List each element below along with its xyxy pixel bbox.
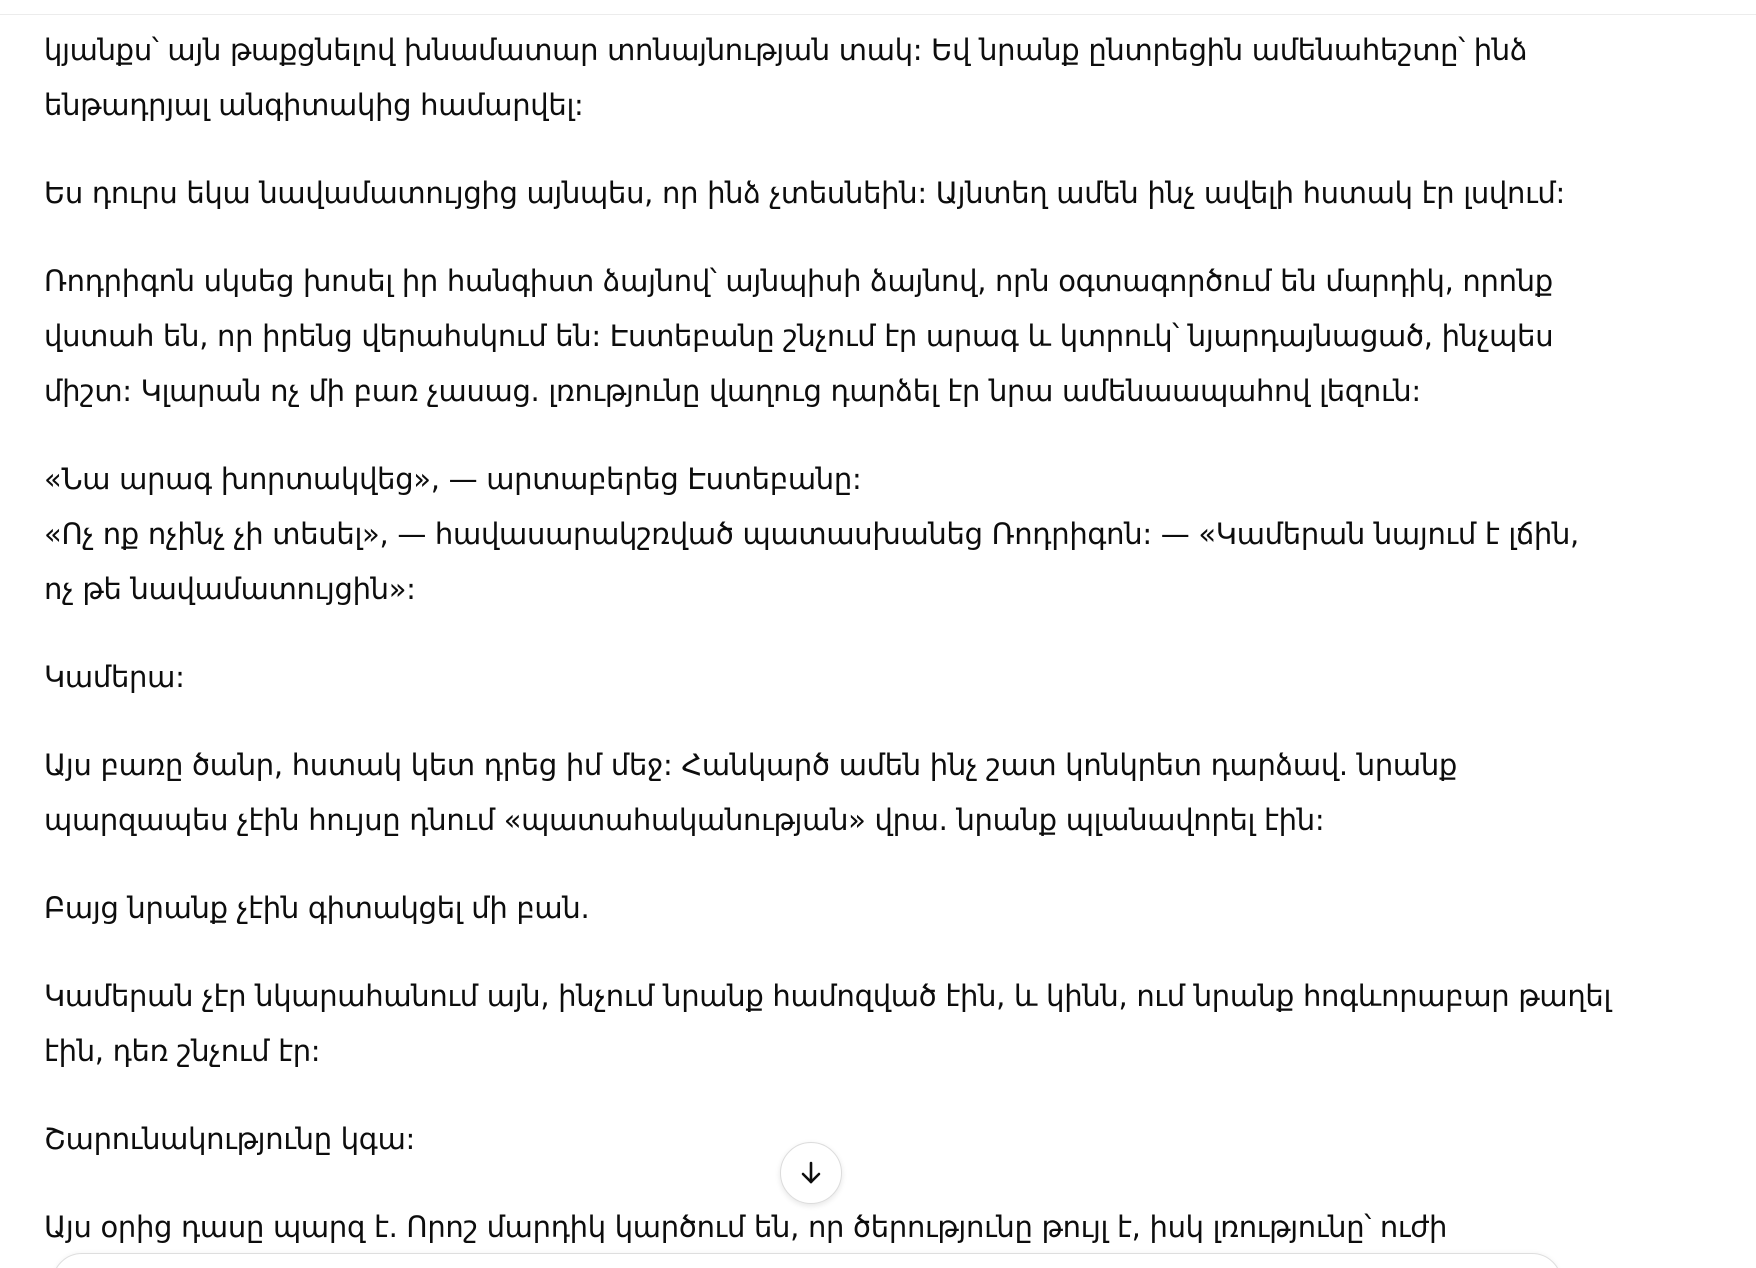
arrow-down-icon <box>796 1158 826 1188</box>
message-paragraph: կյանքս՝ այն թաքցնելով խնամատար տոնայնության տակ: Եվ նրանք ընտրեցին ամենահեշտը՝ ինձ ենթադրյալ անգիտակից համարվել: <box>44 33 1528 122</box>
assistant-message <box>44 23 1614 1268</box>
message-paragraph: Այս բառը ծանր, հստակ կետ դրեց իմ մեջ: Հանկարծ ամեն ինչ շատ կոնկրետ դարձավ. նրանք պարզապես չէին հույսը դնում «պատահականության» վրա. նրանք պլանավորել էին: <box>44 748 1458 837</box>
message-paragraph: Ռոդրիգոն սկսեց խոսել իր հանգիստ ձայնով՝ այնպիսի ձայնով, որն օգտագործում են մարդիկ, որոնք վստահ են, որ իրենց վերահսկում են: Էստեբանը շնչում էր արագ և կտրուկ՝ նյարդայնացած, ինչպես միշտ: Կլարան ոչ մի բառ չասաց. լռությունը վաղուց դարձել էր նրա ամենաապահով լեզուն: <box>44 264 1554 408</box>
message-paragraph: Կամերան չէր նկարահանում այն, ինչում նրանք համոզված էին, և կինն, ում նրանք հոգևորաբար թաղել էին, դեռ շնչում էր: <box>44 979 1612 1068</box>
header-divider <box>0 0 1756 15</box>
message-paragraph: Այս օրից դասը պարզ է. Որոշ մարդիկ կարծում են, որ ծերությունը թույլ է, իսկ լռությունը՝ ուժի <box>44 1210 1448 1244</box>
message-paragraph: «Ոչ ոք ոչինչ չի տեսել», — հավասարակշռված պատասխանեց Ռոդրիգոն: — «Կամերան նայում է լճին, ոչ թե նավամատույցին»: <box>44 517 1579 606</box>
chat-scroll-area[interactable] <box>0 15 1756 1268</box>
message-paragraph: Կամերա: <box>44 660 185 694</box>
scroll-to-bottom-button[interactable] <box>780 1142 842 1204</box>
message-paragraph: «Նա արագ խորտակվեց», — արտաբերեց Էստեբանը: <box>44 462 862 496</box>
message-paragraph: Բայց նրանք չէին գիտակցել մի բան. <box>44 891 590 925</box>
message-composer[interactable] <box>52 1253 1562 1268</box>
message-paragraph: Շարունակությունը կգա: <box>44 1122 415 1156</box>
message-paragraph: Ես դուրս եկա նավամատույցից այնպես, որ ինձ չտեսնեին: Այնտեղ ամեն ինչ ավելի հստակ էր լսվում: <box>44 176 1565 210</box>
